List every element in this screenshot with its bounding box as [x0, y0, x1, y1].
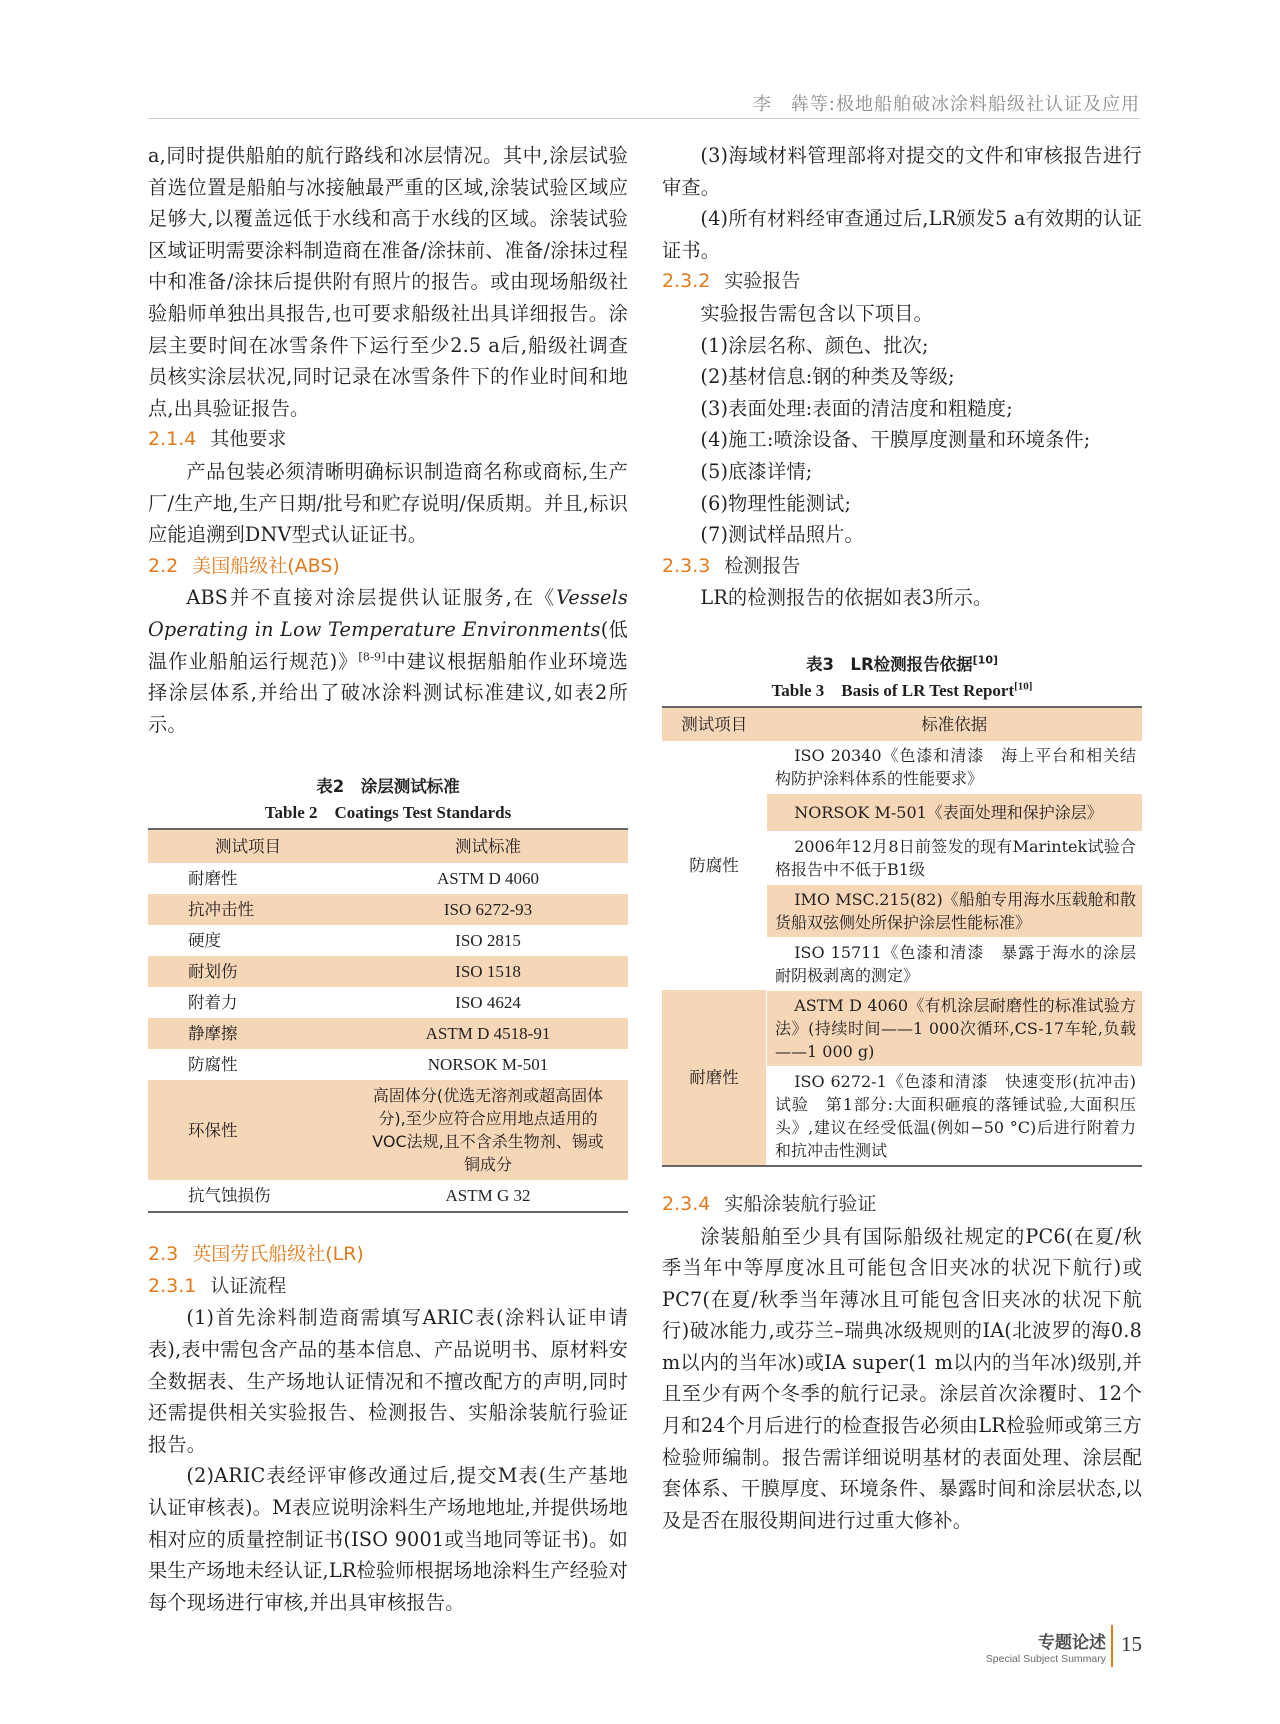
- section-2-2-heading: [148, 551, 628, 583]
- section-number: 2.2: [148, 554, 179, 577]
- table-cell-item: 防腐性: [188, 1055, 238, 1075]
- table-cell-standard: ASTM G 32: [445, 1186, 531, 1206]
- section-2-3-2-heading: [662, 266, 1142, 298]
- table-row: [148, 1018, 628, 1049]
- table-cell-basis: ISO 15711《色漆和清漆 暴露于海水的涂层耐阴极剥离的测定》: [767, 937, 1143, 990]
- text-run: (低温作业船舶运行规范)》: [148, 617, 628, 673]
- table-lr-test-report-basis: [662, 706, 1142, 1167]
- table-cell-item: 耐磨性: [188, 869, 238, 889]
- table-cell-item: 硬度: [188, 931, 221, 951]
- header-divider: [148, 118, 1140, 119]
- table-cell-category: 耐磨性: [662, 990, 767, 1166]
- table-header-row: [662, 707, 1142, 741]
- table-cell-item: 抗冲击性: [148, 894, 348, 925]
- table-row: [148, 925, 628, 956]
- paragraph-2-3-1-step3: (3)海域材料管理部将对提交的文件和审核报告进行审查。: [662, 144, 1142, 199]
- list-item: (6)物理性能测试;: [700, 491, 852, 515]
- section-number: 2.3.3: [662, 554, 711, 577]
- paragraph-2-3-4: 涂装船舶至少具有国际船级社规定的PC6(在夏/秋季当年中等厚度冰且可能包含旧夹冰的状况下航行)或PC7(在夏/秋季当年薄冰且可能包含旧夹冰的状况下航行)破冰能力,或芬兰–瑞典冰级规则的IA(北波罗的海0.8 m以内的当年冰)或IA super(1 m以内的当年冰)级别,并且至少有两个冬季的航行记录。涂层首次涂覆时、12个月和24个月后进行的检查报告必须由LR检验师或第三方检验师编制。报告需详细说明基材的表面处理、涂层配套体系、干膜厚度、环境条件、暴露时间和涂层状态,以及是否在服役期间进行过重大修补。: [662, 1224, 1142, 1532]
- section-2-3-heading: [148, 1239, 628, 1271]
- section-title: 实船涂装航行验证: [724, 1192, 877, 1215]
- section-number: 2.3.2: [662, 270, 711, 293]
- table-cell-item: 抗气蚀损伤: [188, 1186, 271, 1206]
- citation: [10]: [972, 653, 999, 667]
- list-item: (4)施工:喷涂设备、干膜厚度测量和环境条件;: [700, 428, 1091, 452]
- right-column: [662, 140, 1142, 1536]
- section-2-3-4-heading: [662, 1189, 1142, 1221]
- table-cell-basis: ASTM D 4060《有机涂层耐磨性的标准试验方法》(持续时间——1 000次循环,CS-17车轮,负载——1 000 g): [767, 990, 1143, 1066]
- running-header: 李 犇等:极地船舶破冰涂料船级社认证及应用: [752, 94, 1140, 115]
- table-header-cell: 标准依据: [767, 707, 1143, 741]
- table2-caption-en: Table 2 Coatings Test Standards: [264, 803, 512, 823]
- table-cell-item: 附着力: [188, 993, 238, 1013]
- table-row: [148, 987, 628, 1018]
- section-title: 认证流程: [210, 1274, 287, 1297]
- list-item: (1)涂层名称、颜色、批次;: [700, 333, 929, 357]
- section-title: 英国劳氏船级社(LR): [192, 1243, 364, 1266]
- report-intro: 实验报告需包含以下项目。: [700, 301, 934, 325]
- table-cell-basis: 2006年12月8日前签发的现有Marintek试验合格报告中不低于B1级: [767, 831, 1143, 884]
- table-cell-standard: ASTM D 4060: [436, 869, 539, 889]
- table-row: [148, 1049, 628, 1080]
- table-cell-category: 防腐性: [662, 741, 767, 991]
- table-cell-item: 静摩擦: [148, 1018, 348, 1049]
- italic-title: Vessels Operating in Low Temperature Environments: [148, 586, 628, 641]
- section-title: 检测报告: [724, 554, 801, 577]
- table-cell-basis: IMO MSC.215(82)《船舶专用海水压载舱和散货船双弦侧处所保护涂层性能标准》: [767, 884, 1143, 937]
- table-cell-basis: ISO 6272-1《色漆和清漆 快速变形(抗冲击)试验 第1部分:大面积砸痕的落锤试验,大面积压头》,建议在经受低温(例如−50 °C)后进行附着力和抗冲击性测试: [767, 1066, 1143, 1166]
- section-number: 2.3: [148, 1243, 179, 1266]
- table-cell-standard: ISO 2815: [455, 931, 521, 951]
- list-item: (2)基材信息:钢的种类及等级;: [700, 365, 955, 389]
- paragraph-2-3-1-step2: (2)ARIC表经评审修改通过后,提交M表(生产基地认证审核表)。M表应说明涂料生产场地地址,并提供场地相对应的质量控制证书(ISO 9001或当地同等证书)。如果生产场地未经认证,LR检验师根据场地涂料生产经验对每个现场进行审核,并出具审核报告。: [148, 1464, 628, 1614]
- table-row: [148, 956, 628, 987]
- paragraph-intro: a,同时提供船舶的航行路线和冰层情况。其中,涂层试验首选位置是船舶与冰接触最严重的区域,涂装试验区域应足够大,以覆盖远低于水线和高于水线的区域。涂装试验区域证明需要涂料制造商在准备/涂抹前、准备/涂抹过程中和准备/涂抹后提供附有照片的报告。或由现场船级社验船师单独出具报告,也可要求船级社出具详细报告。涂层主要时间在冰雪条件下运行至少2.5 a后,船级社调查员核实涂层状况,同时记录在冰雪条件下的作业时间和地点,出具验证报告。: [148, 144, 628, 420]
- table-cell-item: 耐划伤: [148, 956, 348, 987]
- footer-section-label: [986, 1628, 1106, 1665]
- paragraph-2-1-4: 产品包装必须清晰明确标识制造商名称或商标,生产厂/生产地,生产日期/批号和贮存说明/保质期。并且,标识应能追溯到DNV型式认证证书。: [148, 459, 628, 547]
- text-run: ABS并不直接对涂层提供认证服务,在《: [186, 586, 557, 610]
- page-number: 15: [1121, 1632, 1142, 1656]
- table-row: [148, 1080, 628, 1180]
- paragraph-2-2: [148, 582, 628, 740]
- section-title: 其他要求: [210, 428, 287, 451]
- table-row: [148, 894, 628, 925]
- table-cell-standard: ISO 6272-93: [348, 894, 628, 925]
- table-cell-standard: ASTM D 4518-91: [348, 1018, 628, 1049]
- table-row: [148, 1180, 628, 1212]
- table-header-cell: 测试项目: [148, 829, 348, 863]
- footer-section-cn: 专题论述: [1038, 1633, 1106, 1653]
- table-coatings-test-standards: [148, 828, 628, 1213]
- paragraph-2-3-1-step4: (4)所有材料经审查通过后,LR颁发5 a有效期的认证证书。: [662, 207, 1142, 262]
- citation: [8-9]: [358, 650, 386, 664]
- table-cell-basis: ISO 20340《色漆和清漆 海上平台和相关结构防护涂料体系的性能要求》: [767, 741, 1143, 794]
- table-cell-standard: ISO 4624: [455, 993, 521, 1013]
- section-2-1-4-heading: [148, 424, 628, 456]
- caption-text: 表3 LR检测报告依据: [805, 654, 973, 674]
- section-2-3-3-heading: [662, 551, 1142, 583]
- paragraph-2-3-3: LR的检测报告的依据如表3所示。: [700, 586, 993, 610]
- table-cell-standard: 高固体分(优选无溶剂或超高固体分),至少应符合应用地点适用的VOC法规,且不含杀生物剂、锡或铜成分: [348, 1080, 628, 1180]
- list-item: (7)测试样品照片。: [700, 523, 864, 547]
- table-cell-standard: ISO 1518: [348, 956, 628, 987]
- section-title: 美国船级社(ABS): [192, 554, 340, 577]
- section-number: 2.1.4: [148, 428, 197, 451]
- paragraph-2-3-1-step1: (1)首先涂料制造商需填写ARIC表(涂料认证申请表),表中需包含产品的基本信息、产品说明书、原材料安全数据表、生产场地认证情况和不擅改配方的声明,同时还需提供相关实验报告、检测报告、实船涂装航行验证报告。: [148, 1306, 628, 1456]
- table2-caption-cn: 表2 涂层测试标准: [316, 777, 460, 797]
- left-column: [148, 140, 628, 1618]
- table-header-row: [148, 829, 628, 863]
- section-title: 实验报告: [724, 270, 801, 293]
- citation: [10]: [1014, 680, 1033, 693]
- list-item: (3)表面处理:表面的清洁度和粗糙度;: [700, 396, 1013, 420]
- caption-text: Table 3 Basis of LR Test Report: [771, 680, 1015, 700]
- table-cell-standard: NORSOK M-501: [427, 1055, 549, 1075]
- table-header-cell: 测试标准: [348, 829, 628, 863]
- text-run: 中建议根据船舶作业环境选择涂层体系,并给出了破冰涂料测试标准建议,如表2所示。: [148, 649, 628, 736]
- list-item: (5)底漆详情;: [700, 459, 813, 483]
- table-cell-item: 环保性: [148, 1080, 348, 1180]
- footer-section-en: Special Subject Summary: [985, 1653, 1106, 1665]
- table-header-cell: 测试项目: [662, 707, 767, 741]
- table-cell-basis: NORSOK M-501《表面处理和保护涂层》: [767, 793, 1143, 831]
- table-row: [662, 741, 1142, 794]
- section-2-3-1-heading: [148, 1271, 628, 1303]
- section-number: 2.3.4: [662, 1192, 711, 1215]
- table3-caption-cn: [662, 652, 1142, 678]
- table-row: [662, 990, 1142, 1066]
- section-number: 2.3.1: [148, 1274, 197, 1297]
- table-row: [148, 863, 628, 894]
- footer-divider: [1111, 1625, 1113, 1667]
- table3-caption-en: [662, 678, 1142, 704]
